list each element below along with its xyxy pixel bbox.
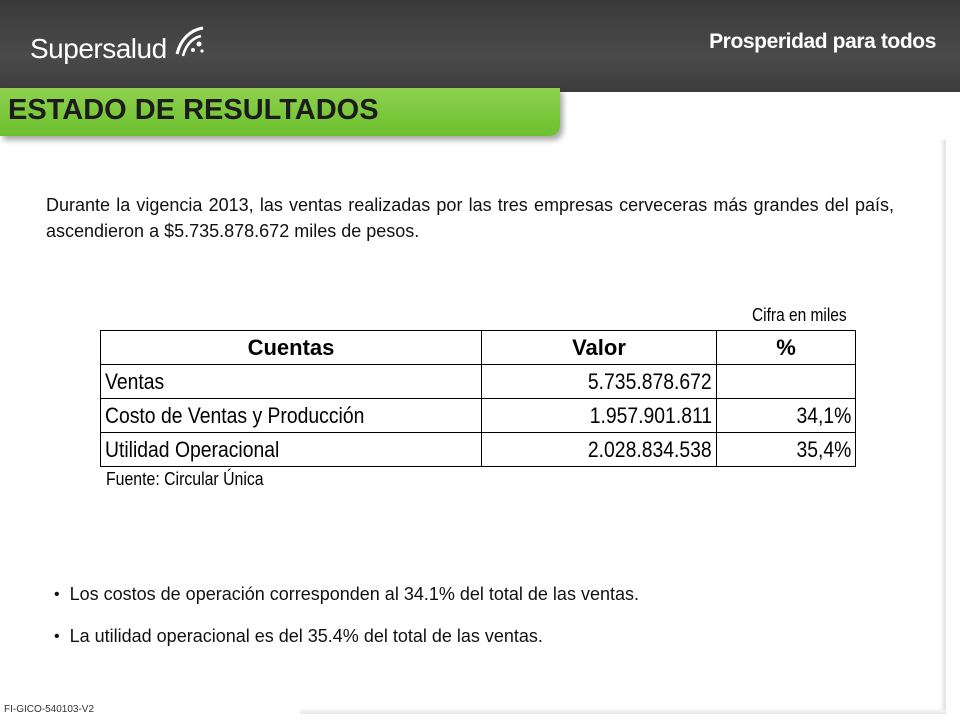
list-item <box>54 584 914 606</box>
slide-bottom-shadow <box>300 708 946 714</box>
cell-cuenta-text: Utilidad Operacional <box>105 436 280 462</box>
table-row <box>101 433 856 467</box>
bullet-icon: • <box>54 586 60 603</box>
results-table <box>100 330 856 467</box>
logo-burst-icon <box>171 24 207 60</box>
cell-cuenta-text: Ventas <box>105 368 165 394</box>
footer-code: FI-GICO-540103-V2 <box>4 704 95 715</box>
bullet-icon: • <box>54 628 60 645</box>
cell-valor-text: 2.028.834.538 <box>588 436 712 462</box>
cell-cuenta-text: Costo de Ventas y Producción <box>105 402 365 428</box>
logo-text: Supersalud <box>30 33 167 64</box>
slide-edge-shadow <box>940 140 946 710</box>
cell-cuenta <box>101 433 482 467</box>
header-valor: Valor <box>482 331 717 365</box>
cell-valor <box>482 365 717 399</box>
header-pct: % <box>717 331 856 365</box>
table-source: Fuente: Circular Única <box>106 469 264 489</box>
page-title: ESTADO DE RESULTADOS <box>8 94 379 126</box>
cell-pct <box>717 433 856 467</box>
table-header-row <box>101 331 856 365</box>
table-row <box>101 399 856 433</box>
bullet-list <box>54 584 914 668</box>
cell-pct <box>717 365 856 399</box>
bullet-text: La utilidad operacional es del 35.4% del total de las ventas. <box>69 626 543 646</box>
table-row <box>101 365 856 399</box>
cell-pct-text: 35,4% <box>796 436 851 462</box>
cell-cuenta <box>101 399 482 433</box>
header-band <box>0 0 960 92</box>
cell-valor <box>482 399 717 433</box>
cell-valor <box>482 433 717 467</box>
prosperidad-logo: Prosperidad para todos <box>709 30 936 53</box>
cell-cuenta <box>101 365 482 399</box>
unit-note: Cifra en miles <box>752 305 847 325</box>
intro-paragraph: Durante la vigencia 2013, las ventas realizadas por las tres empresas cerveceras más grandes del país, ascendieron a $5.735.878.672 miles de pesos. <box>46 195 894 241</box>
cell-valor-text: 1.957.901.811 <box>589 402 712 428</box>
bullet-text: Los costos de operación corresponden al 34.1% del total de las ventas. <box>69 584 639 604</box>
cell-pct <box>717 399 856 433</box>
list-item <box>54 626 914 648</box>
cell-valor-text: 5.735.878.672 <box>588 368 712 394</box>
supersalud-logo <box>30 24 207 74</box>
header-cuentas: Cuentas <box>101 331 482 365</box>
cell-pct-text: 34,1% <box>796 402 851 428</box>
